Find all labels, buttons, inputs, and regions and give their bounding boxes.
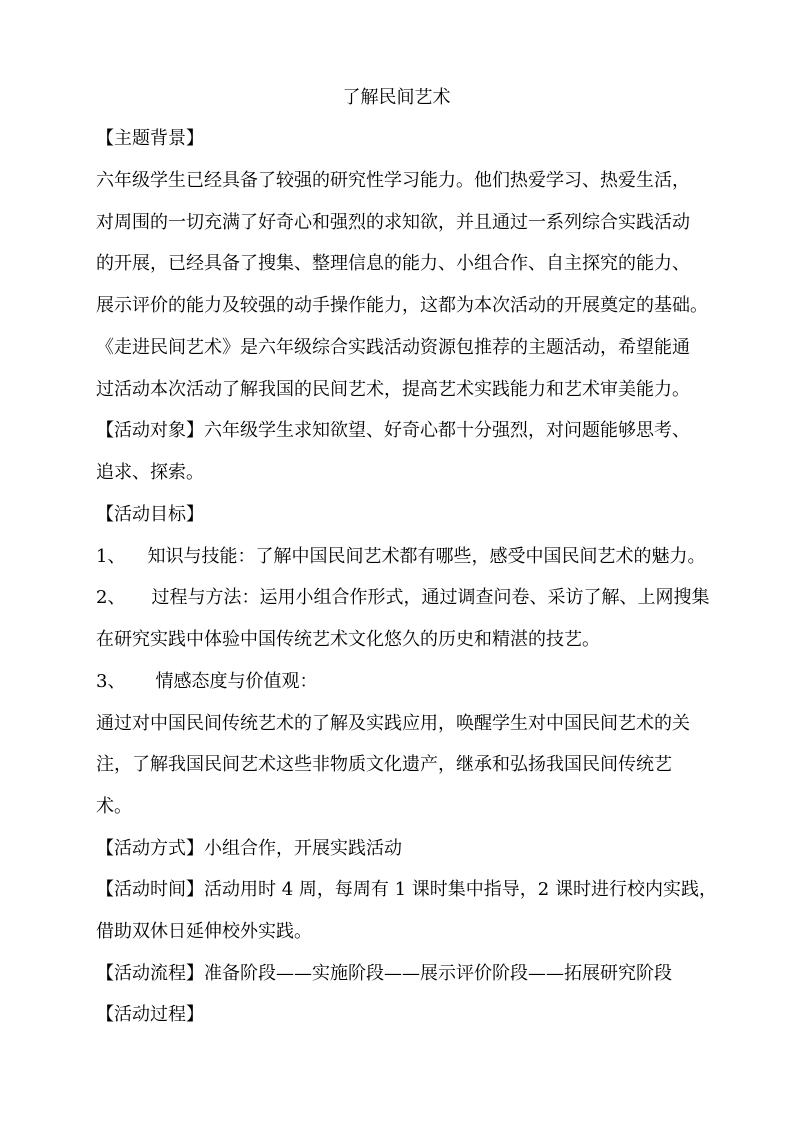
paragraph-line: 注，了解我国民间艺术这些非物质文化遗产，继承和弘扬我国民间传统艺 [96, 754, 672, 775]
goal-item-2 [96, 586, 736, 610]
paragraph-line: 术。 [96, 796, 132, 817]
section-target-line: 追求、探索。 [96, 462, 204, 483]
section-target-line: 【活动对象】六年级学生求知欲望、好奇心都十分强烈，对问题能够思考、 [96, 420, 690, 441]
section-heading-process: 【活动过程】 [96, 1004, 204, 1025]
section-time-line: 【活动时间】活动用时 4 周，每周有 1 课时集中指导，2 课时进行校内实践， [96, 879, 717, 900]
goal-number: 1、 [96, 546, 126, 567]
paragraph-line: 通过对中国民间传统艺术的了解及实践应用，唤醒学生对中国民间艺术的关 [96, 713, 690, 734]
section-method-line: 【活动方式】小组合作，开展实践活动 [96, 838, 402, 859]
goal-number: 3、 [96, 671, 126, 692]
goal-number: 2、 [96, 587, 126, 608]
paragraph-line: 过活动本次活动了解我国的民间艺术，提高艺术实践能力和艺术审美能力。 [96, 379, 690, 400]
goal-text: 情感态度与价值观： [155, 671, 318, 692]
paragraph-line: 《走进民间艺术》是六年级综合实践活动资源包推荐的主题活动，希望能通 [96, 337, 690, 358]
goal-text: 过程与方法：运用小组合作形式，通过调查问卷、采访了解、上网搜集 [151, 587, 710, 608]
document-title: 了解民间艺术 [342, 87, 451, 108]
section-time-line: 借助双休日延伸校外实践。 [96, 921, 312, 942]
paragraph-line: 对周围的一切充满了好奇心和强烈的求知欲，并且通过一系列综合实践活动 [96, 212, 690, 233]
goal-item-3 [96, 670, 736, 694]
paragraph-line: 展示评价的能力及较强的动手操作能力，这都为本次活动的开展奠定的基础。 [96, 295, 708, 316]
section-flow-line: 【活动流程】准备阶段——实施阶段——展示评价阶段——拓展研究阶段 [96, 963, 672, 984]
goal-item-1 [96, 545, 736, 569]
goal-text: 知识与技能：了解中国民间艺术都有哪些，感受中国民间艺术的魅力。 [147, 546, 706, 567]
paragraph-line: 的开展，已经具备了搜集、整理信息的能力、小组合作、自主探究的能力、 [96, 253, 690, 274]
goal-item-2-continuation: 在研究实践中体验中国传统艺术文化悠久的历史和精湛的技艺。 [96, 629, 600, 650]
paragraph-line: 六年级学生已经具备了较强的研究性学习能力。他们热爱学习、热爱生活， [96, 170, 690, 191]
section-heading-goals: 【活动目标】 [96, 504, 204, 525]
section-heading-background: 【主题背景】 [96, 128, 204, 149]
